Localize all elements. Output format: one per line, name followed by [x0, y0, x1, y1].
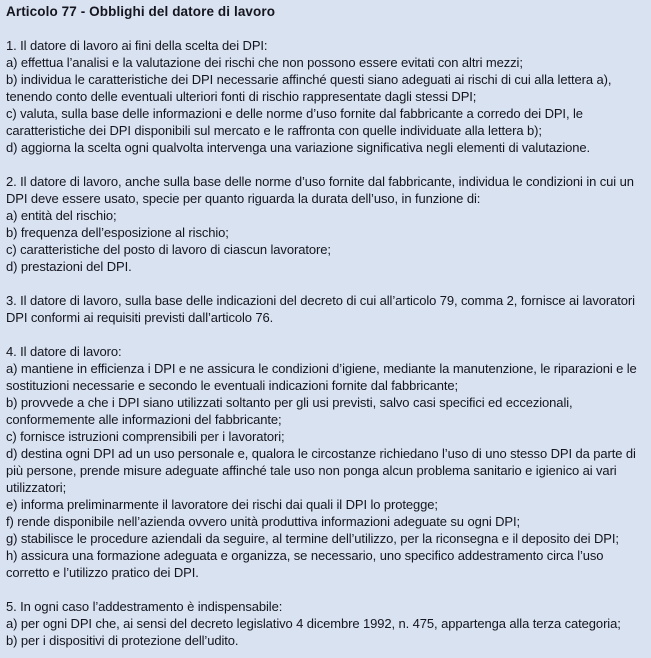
clause-4-h: h) assicura una formazione adeguata e organizza, se necessario, uno specifico addestramento circa l’uso corretto e l’utilizzo pratico dei DPI.: [6, 548, 604, 580]
clause-1-b: b) individua le caratteristiche dei DPI necessarie affinché questi siano adeguati ai rischi di cui alla lettera a), tenendo conto delle eventuali ulteriori fonti di rischio rappresentate dagli stessi DPI;: [6, 72, 612, 104]
paragraph-2: [6, 173, 645, 275]
clause-2-d: d) prestazioni del DPI.: [6, 259, 132, 274]
clause-2-intro: 2. Il datore di lavoro, anche sulla base delle norme d’uso fornite dal fabbricante, individua le condizioni in cui un DPI deve essere usato, specie per quanto riguarda la durata dell’uso, in funzione di:: [6, 174, 634, 206]
clause-1-d: d) aggiorna la scelta ogni qualvolta intervenga una variazione significativa negli elementi di valutazione.: [6, 140, 591, 155]
clause-4-b: b) provvede a che i DPI siano utilizzati soltanto per gli usi previsti, salvo casi specifici ed eccezionali, conformemente alle informazioni del fabbricante;: [6, 395, 573, 427]
clause-4-f: f) rende disponibile nell’azienda ovvero unità produttiva informazioni adeguate su ogni DPI;: [6, 514, 521, 529]
clause-5-b: b) per i dispositivi di protezione dell’udito.: [6, 633, 239, 648]
paragraph-4: [6, 343, 645, 581]
article-title: Articolo 77 - Obblighi del datore di lavoro: [6, 4, 276, 19]
clause-4-intro: 4. Il datore di lavoro:: [6, 344, 122, 359]
clause-1-intro: 1. Il datore di lavoro ai fini della scelta dei DPI:: [6, 38, 268, 53]
paragraph-1: [6, 37, 645, 156]
clause-4-a: a) mantiene in efficienza i DPI e ne assicura le condizioni d’igiene, mediante la manutenzione, le riparazioni e le sostituzioni necessarie e secondo le eventuali indicazioni fornite dal fabbricante;: [6, 361, 637, 393]
paragraph-3: [6, 292, 645, 326]
clause-4-d: d) destina ogni DPI ad un uso personale e, qualora le circostanze richiedano l’uso di uno stesso DPI da parte di più persone, prende misure adeguate affinché tale uso non ponga alcun problema sanitario e igienico ai vari utilizzatori;: [6, 446, 636, 495]
clause-1-a: a) effettua l’analisi e la valutazione dei rischi che non possono essere evitati con altri mezzi;: [6, 55, 523, 70]
clause-5-intro: 5. In ogni caso l’addestramento è indispensabile:: [6, 599, 283, 614]
clause-4-e: e) informa preliminarmente il lavoratore dei rischi dai quali il DPI lo protegge;: [6, 497, 438, 512]
clause-4-c: c) fornisce istruzioni comprensibili per i lavoratori;: [6, 429, 285, 444]
clause-4-g: g) stabilisce le procedure aziendali da seguire, al termine dell’utilizzo, per la riconsegna e il deposito dei DPI;: [6, 531, 619, 546]
clause-2-b: b) frequenza dell’esposizione al rischio;: [6, 225, 229, 240]
clause-2-c: c) caratteristiche del posto di lavoro di ciascun lavoratore;: [6, 242, 331, 257]
clause-5-a: a) per ogni DPI che, ai sensi del decreto legislativo 4 dicembre 1992, n. 475, appartenga alla terza categoria;: [6, 616, 621, 631]
clause-1-c: c) valuta, sulla base delle informazioni e delle norme d’uso fornite dal fabbricante a corredo dei DPI, le caratteristiche dei DPI disponibili sul mercato e le raffronta con quelle individuate alla lettera b);: [6, 106, 583, 138]
clause-3: 3. Il datore di lavoro, sulla base delle indicazioni del decreto di cui all’articolo 79, comma 2, fornisce ai lavoratori DPI conformi ai requisiti previsti dall’articolo 76.: [6, 293, 635, 325]
clause-2-a: a) entità del rischio;: [6, 208, 117, 223]
paragraph-5: [6, 598, 645, 649]
